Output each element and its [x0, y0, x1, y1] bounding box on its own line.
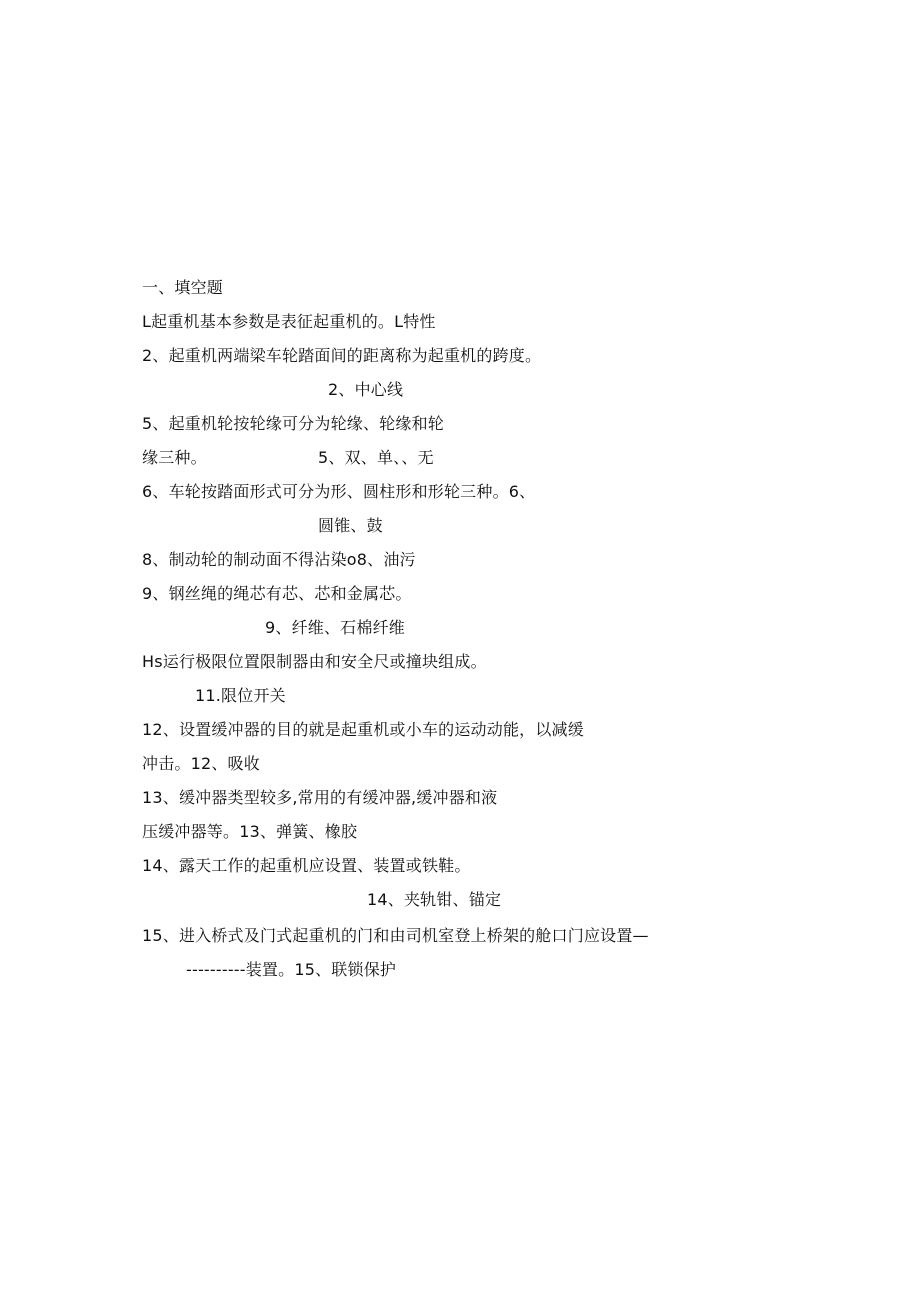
question-line-13: 13、缓冲器类型较多,常用的有缓冲器,缓冲器和液: [142, 788, 498, 807]
question-line-15-cont: ----------装置。15、联锁保护: [186, 960, 397, 979]
question-line-6: 6、车轮按踏面形式可分为形、圆柱形和形轮三种。6、: [142, 482, 536, 501]
answer-line-5: 5、双、单、、无: [318, 448, 434, 467]
question-line-8: 8、制动轮的制动面不得沾染o8、油污: [142, 550, 416, 569]
question-line-1: L起重机基本参数是表征起重机的。L特性: [142, 312, 436, 331]
answer-line-11: 11.限位开关: [195, 686, 286, 705]
question-line-14: 14、露天工作的起重机应设置、装置或铁鞋。: [142, 856, 471, 875]
question-line-11: Hs运行极限位置限制器由和安全尺或撞块组成。: [142, 652, 487, 671]
section-heading: 一、填空题: [142, 278, 224, 297]
question-line-15: 15、进入桥式及门式起重机的门和由司机室登上桥架的舱口门应设置—: [142, 926, 649, 945]
answer-line-9: 9、纤维、石棉纤维: [265, 618, 405, 637]
question-line-5-cont: 缘三种。: [142, 448, 207, 467]
question-line-9: 9、钢丝绳的绳芯有芯、芯和金属芯。: [142, 584, 412, 603]
question-line-12-cont: 冲击。12、吸收: [142, 754, 260, 773]
question-line-5: 5、起重机轮按轮缘可分为轮缘、轮缘和轮: [142, 414, 444, 433]
question-line-12: 12、设置缓冲器的目的就是起重机或小车的运动动能，以减缓: [142, 720, 584, 739]
answer-line-6: 圆锥、鼓: [318, 516, 383, 535]
answer-line-14: 14、夹轨钳、锚定: [367, 890, 502, 909]
answer-line-2: 2、中心线: [328, 380, 404, 399]
question-line-13-cont: 压缓冲器等。13、弹簧、橡胶: [142, 822, 358, 841]
question-line-2: 2、起重机两端梁车轮踏面间的距离称为起重机的跨度。: [142, 346, 542, 365]
